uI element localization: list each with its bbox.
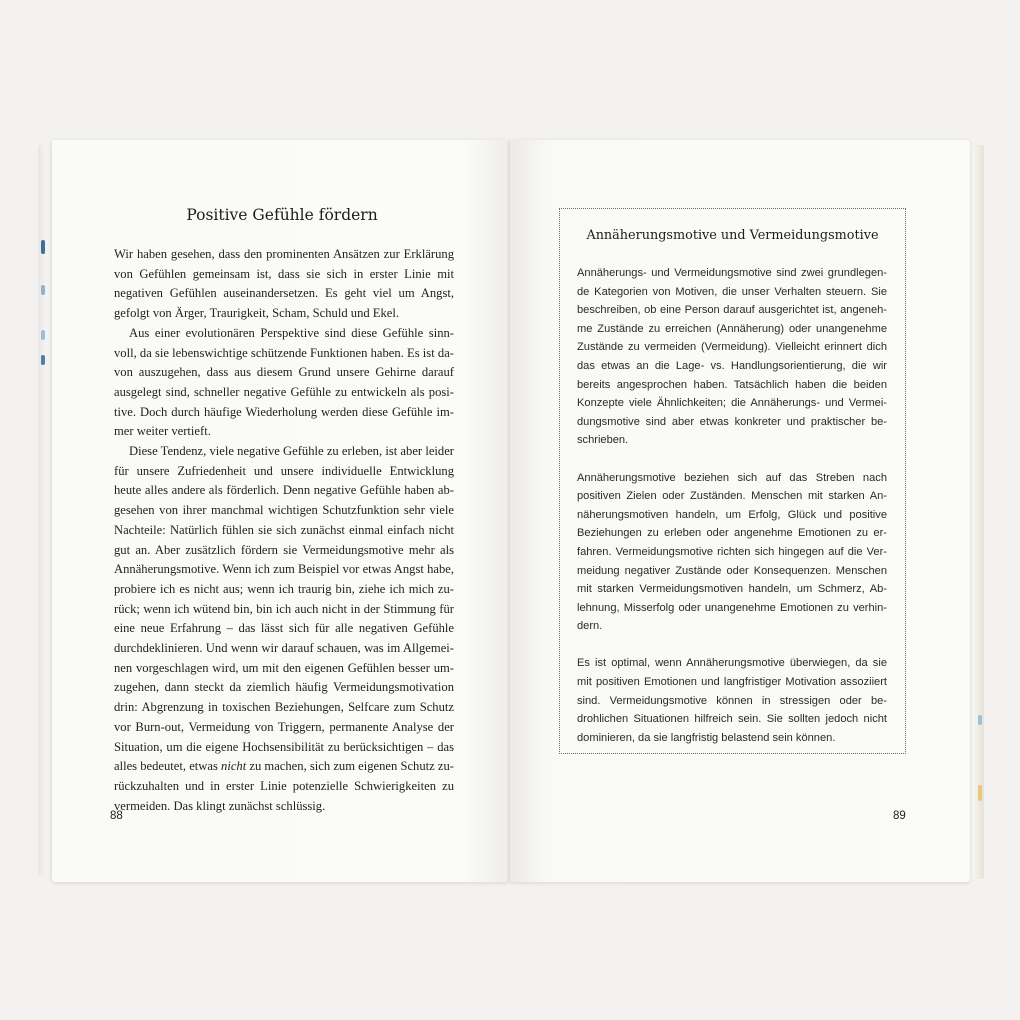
edge-mark-blue xyxy=(41,240,45,254)
page-number: 89 xyxy=(893,810,906,822)
edge-mark-yellow xyxy=(978,785,982,801)
paragraph-text: Diese Tendenz, viele negative Gefühle zu erleben, ist aber leider für unsere Zufriedenheit und unsere individuelle Entwicklung heute alles andere als förderlich. Denn negative Gefühle haben abgesehen von ihrer manchmal wichtigen Schutzfunktion sehr viele Nachteile: Natürlich fühlen sie sich zunächst einmal einfach nicht gut an. Aber zusätzlich fördern sie Vermeidungsmotive mehr als Annäherungsmotive. Wenn ich zum Beispiel vor etwas Angst habe, probiere ich es nicht aus; wenn ich traurig bin, ziehe ich mich zurück; wenn ich wütend bin, bin ich auch nicht in der Stimmung für eine neue Erfahrung – das lässt sich für alle negativen Gefühle durchdeklinieren. Und wenn wir darauf schauen, was im Allgemeinen vorgeschlagen wird, um mit den eigenen Gefühlen besser umzugehen, dann steckt da ziemlich häufig Vermeidungsmotivation drin: Abgrenzung in toxischen Beziehungen, Selfcare zum Schutz vor Burn-out, Vermeidung von Triggern, permanente Analyse der Situation, um die eigene Hochsensibilität zu berücksichtigen – das alles bedeutet, etwas xyxy=(114,444,454,774)
right-page xyxy=(510,140,970,882)
paragraph: Aus einer evolutionären Perspektive sind diese Gefühle sinnvoll, da sie lebenswichtige schützende Funktionen haben. Es ist davon auszugehen, dass aus diesem Grund unsere Gehirne darauf ausgelegt sind, schneller negative Gefühle zu entwickeln als positive. Doch durch häufige Wiederholung werden diese Gefühle immer weiter vertieft. xyxy=(114,325,454,439)
paragraph: Wir haben gesehen, dass den prominenten Ansätzen zur Erklärung von Gefühlen gemeinsam ist, dass sie sich in erster Linie mit negativen Gefühlen auseinandersetzen. Es geht viel um Angst, gefolgt von Ärger, Traurigkeit, Scham, Schuld und Ekel. xyxy=(114,247,454,321)
edge-mark-blue xyxy=(41,285,45,295)
edge-mark-blue xyxy=(41,355,45,365)
paragraph: Annäherungsmotive beziehen sich auf das Streben nach positiven Zielen oder Zuständen. Menschen mit starken Annäherungsmotiven handeln, um Erfolg, Glück und positive Beziehungen zu erleben oder angenehme Emotionen zu erfahren. Vermeidungsmotive richten sich hingegen auf die Vermeidung negativer Zustände oder Konsequenzen. Menschen mit starken Vermeidungsmotiven handeln, um Schmerz, Ablehnung, Misserfolg oder unangenehme Emotionen zu verhindern. xyxy=(577,471,887,633)
info-box xyxy=(559,208,906,754)
page-number: 88 xyxy=(110,810,123,822)
info-box-title: Annäherungsmotive und Vermeidungsmotive xyxy=(586,228,879,243)
edge-mark-blue xyxy=(41,330,45,340)
left-page-body xyxy=(114,245,454,816)
paragraph-text: zu machen, sich zum eigenen Schutz zurückzuhalten und in erster Linie potenzielle Schwierigkeiten zu vermeiden. Das klingt zunächst schlüssig. xyxy=(114,759,454,813)
emphasis-text: nicht xyxy=(221,759,247,774)
section-heading: Positive Gefühle fördern xyxy=(186,206,378,224)
edge-mark-blue xyxy=(978,715,982,725)
left-page xyxy=(52,140,508,882)
info-box-body xyxy=(577,264,887,766)
paragraph xyxy=(114,442,454,816)
paragraph: Annäherungs- und Vermeidungsmotive sind zwei grundlegende Kategorien von Motiven, die unser Verhalten steuern. Sie beschreiben, ob eine Person darauf ausgerichtet ist, angenehme Zustände zu erreichen (Annäherung) oder unangenehme Zustände zu vermeiden (Vermeidung). Vielleicht erinnert dich das etwas an die Lage- vs. Handlungsorientierung, die wir bereits angesprochen haben. Tatsächlich haben die beiden Konzepte viele Ähnlichkeiten; die Annäherungs- und Vermeidungsmotive sind aber etwas konkreter und praktischer beschrieben. xyxy=(577,267,887,447)
paragraph: Es ist optimal, wenn Annäherungsmotive überwiegen, da sie mit positiven Emotionen und langfristiger Motivation assoziiert sind. Vermeidungsmotive können in stressigen oder bedrohlichen Situationen hilfreich sein. Sie sollten jedoch nicht dominieren, da sie langfristig belastend sein können. xyxy=(577,657,887,744)
